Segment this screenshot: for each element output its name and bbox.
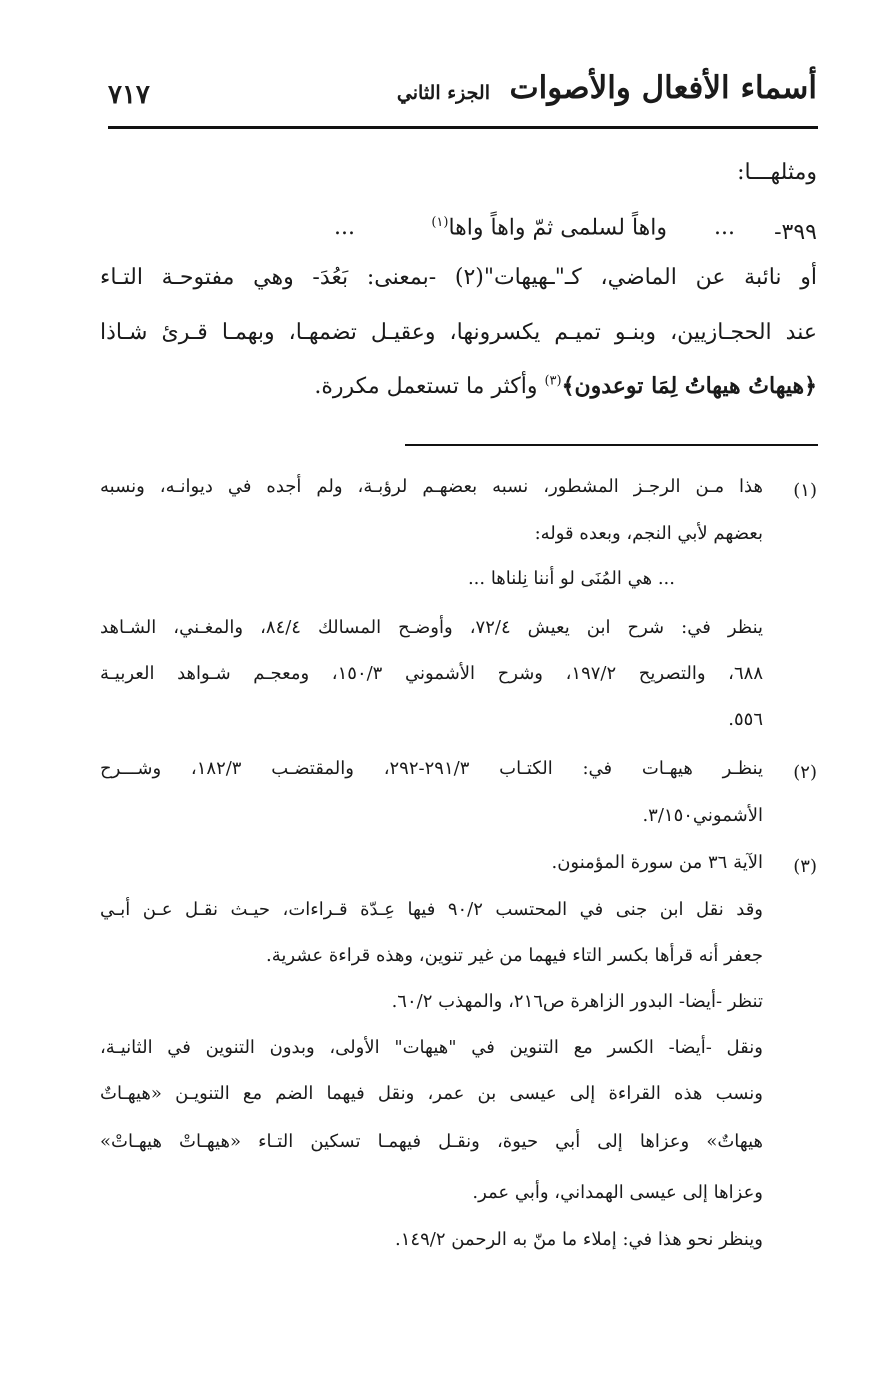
footnote-3-line-7: هيهاتٌ» وعزاها إلى أبي حيوة، ونقـل فيهمـا تسكين التـاء «هيهـاتْ هيهـاتْ» <box>100 1131 763 1152</box>
footnote-3-line-1: الآية ٣٦ من سورة المؤمنون. <box>551 852 763 873</box>
footnote-3-line-6: ونسب هذه القراءة إلى عيسى بن عمر، ونقل فيهما الضم مع التنويـن «هيهـاتٌ <box>100 1083 763 1104</box>
paragraph-line-2: عند الحجـازيين، وبنـو تميـم يكسرونها، وعقيـل تضمهـا، وبهمـا قـرئ شـاذا <box>100 320 817 345</box>
footnote-3-line-4: تنظر -أيضا- البدور الزاهرة ص٢١٦، والمهذب ٦٠/٢. <box>391 991 763 1012</box>
verse-number: ٣٩٩- <box>774 220 817 245</box>
footnote-3-number: (٣) <box>793 856 817 877</box>
footnote-3-line-8: وعزاها إلى عيسى الهمداني، وأبي عمر. <box>472 1182 763 1203</box>
footnote-3-line-3: جعفر أنه قرأها بكسر التاء فيهما من غير تنوين، وهذه قراءة عشرية. <box>266 945 763 966</box>
running-title: أسماء الأفعال والأصوات <box>509 70 817 106</box>
paragraph-line-3 <box>314 373 817 399</box>
quote-footnote-ref: (٣) <box>544 373 562 389</box>
footnote-1-number: (١) <box>793 480 817 501</box>
footnote-1-line-2: بعضهم لأبي النجم، وبعده قوله: <box>534 523 763 544</box>
footnote-3-line-2: وقد نقل ابن جنى في المحتسب ٩٠/٢ فيها عِـدّة قـراءات، حيـث نقـل عـن أبـي <box>100 899 763 920</box>
verse-dots-after: ... <box>334 215 355 240</box>
page-number: ٧١٧ <box>108 80 150 110</box>
footnote-2-line-1: ينظـر هيهـات في: الكتـاب ٢٩١/٣-٢٩٢، والمقتضـب ١٨٢/٣، وشـــرح <box>100 758 763 779</box>
footnote-2-number: (٢) <box>793 762 817 783</box>
intro-text: ومثلهـــا: <box>737 160 817 185</box>
footnote-1-verse: ... هي المُنَى لو أننا نِلناها ... <box>467 568 675 589</box>
verse-line: واهاً لسلمى ثمّ واهاً واها <box>448 215 667 241</box>
footnote-1-line-6: ٥٥٦. <box>728 709 763 730</box>
footnote-1-line-4: ينظر في: شرح ابن يعيش ٧٢/٤، وأوضـح المسالك ٨٤/٤، والمغـني، الشـاهد <box>100 617 764 638</box>
footnote-1-line-5: ٦٨٨، والتصريح ١٩٧/٢، وشرح الأشموني ١٥٠/٣، ومعجـم شـواهد العربيـة <box>100 663 763 684</box>
header-divider <box>108 126 818 129</box>
verse-dots-before: ... <box>714 215 735 240</box>
verse-footnote-ref: (١) <box>431 215 449 230</box>
footnote-3-line-9: وينظر نحو هذا في: إملاء ما منّ به الرحمن ١٤٩/٢. <box>395 1229 763 1250</box>
paragraph-line-1: أو نائبة عن الماضي، كـ"ـهيهات"(٢) -بمعنى: بَعُدَ- وهي مفتوحـة التـاء <box>100 265 818 290</box>
footnote-1-line-1: هذا مـن الرجـز المشطور، نسبه بعضهـم لرؤبـة، ولم أجده في ديوانـه، ونسبه <box>100 476 763 497</box>
footnote-2-line-2: الأشموني٣/١٥٠. <box>642 805 763 826</box>
quran-quote: ﴿هيهاتُ هيهاتُ لِمَا توعدون﴾ <box>561 373 817 399</box>
verse-text <box>431 215 667 240</box>
footnote-divider <box>405 444 818 446</box>
footnote-3-line-5: ونقل -أيضا- الكسر مع التنوين في "هيهات" الأولى، وبدون التنوين في الثانيـة، <box>100 1037 763 1058</box>
volume-label: الجزء الثاني <box>396 82 490 104</box>
paragraph-line-3-rest: وأكثر ما تستعمل مكررة. <box>314 374 545 399</box>
